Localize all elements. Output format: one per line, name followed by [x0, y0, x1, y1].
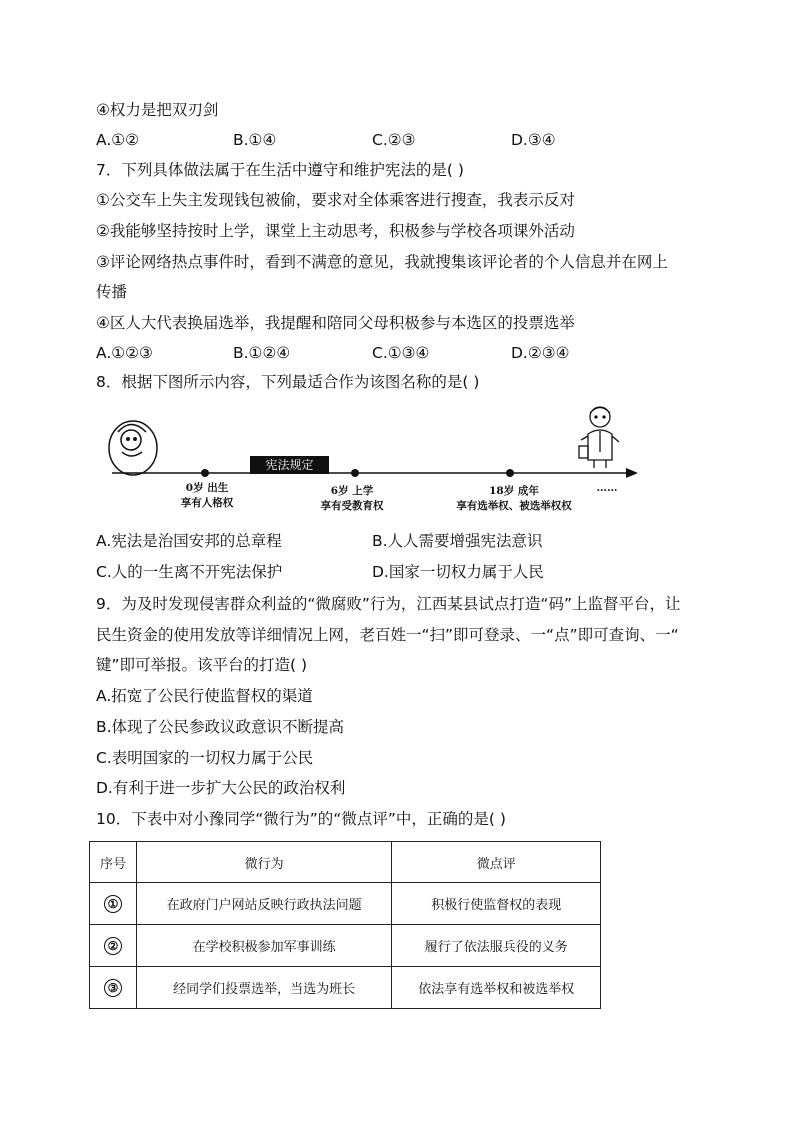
- q8-option-a: A.宪法是治国安邦的总章程: [96, 532, 282, 550]
- q7-option-b: B.①②④: [233, 344, 291, 362]
- question-10: 10．下表中对小豫同学“微行为”的“微点评”中，正确的是( ): [96, 810, 506, 828]
- question-9-line-3: 键”即可举报。该平台的打造( ): [96, 656, 308, 674]
- question-9-line-1: 9．为及时发现侵害群众利益的“微腐败”行为，江西某县试点打造“码”上监督平台，让: [96, 595, 681, 613]
- q7-statement-2: ②我能够坚持按时上学，课堂上主动思考，积极参与学校各项课外活动: [96, 222, 575, 240]
- row-action-3: 经同学们投票选举，当选为班长: [136, 967, 391, 1009]
- q7-option-c: C.①③④: [372, 344, 430, 362]
- row-action-1: 在政府门户网站反映行政执法问题: [136, 883, 391, 925]
- q9-option-b: B.体现了公民参政议政意识不断提高: [96, 718, 345, 736]
- row-comment-3: 依法享有选举权和被选举权: [392, 967, 601, 1009]
- q8-option-d: D.国家一切权力属于人民: [372, 563, 544, 581]
- timeline-dot-18: [506, 469, 514, 477]
- table-header-action: 微行为: [136, 842, 391, 883]
- q7-statement-1: ①公交车上失主发现钱包被偷，要求对全体乘客进行搜查，我表示反对: [96, 191, 575, 209]
- row-number-2: ②: [104, 937, 122, 955]
- timeline-dot-0: [201, 469, 209, 477]
- adult-icon: [579, 407, 619, 468]
- row-number-3: ③: [104, 979, 122, 997]
- q6-option-d: D.③④: [511, 131, 556, 149]
- q9-option-a: A.拓宽了公民行使监督权的渠道: [96, 687, 313, 705]
- timeline-right-6: 享有受教育权: [320, 500, 384, 512]
- table-header-row: [90, 842, 601, 883]
- timeline-right-18: 享有选举权、被选举权权: [456, 500, 572, 512]
- timeline-age-6: 6岁 上学: [330, 485, 374, 497]
- q6-option-b: B.①④: [233, 131, 277, 149]
- q8-option-b: B.人人需要增强宪法意识: [372, 532, 543, 550]
- behavior-table: [89, 841, 601, 1009]
- baby-icon: [109, 421, 157, 475]
- timeline-ellipsis: ……: [596, 482, 618, 494]
- q9-option-d: D.有利于进一步扩大公民的政治权利: [96, 779, 346, 797]
- q7-option-a: A.①②③: [96, 344, 153, 362]
- q8-option-c: C.人的一生离不开宪法保护: [96, 563, 283, 581]
- table-row: [90, 883, 601, 925]
- row-action-2: 在学校积极参加军事训练: [136, 925, 391, 967]
- timeline-right-0: 享有人格权: [180, 497, 234, 509]
- table-row: [90, 925, 601, 967]
- q6-option-c: C.②③: [372, 131, 416, 149]
- question-8: 8．根据下图所示内容，下列最适合作为该图名称的是( ): [96, 373, 480, 391]
- q7-statement-3b: 传播: [96, 283, 128, 301]
- question-9-line-2: 民生资金的使用发放等详细情况上网，老百姓一“扫”即可登录、一“点”即可查询、一“: [96, 626, 679, 644]
- q6-option-a: A.①②: [96, 131, 140, 149]
- q7-statement-3a: ③评论网络热点事件时，看到不满意的意见，我就搜集该评论者的个人信息并在网上: [96, 253, 668, 271]
- row-comment-2: 履行了依法服兵役的义务: [392, 925, 601, 967]
- timeline-dot-6: [351, 469, 359, 477]
- q7-option-d: D.②③④: [511, 344, 570, 362]
- timeline-age-18: 18岁 成年: [489, 485, 539, 497]
- constitution-banner: 宪法规定: [250, 456, 329, 474]
- table-row: [90, 967, 601, 1009]
- table-header-comment: 微点评: [392, 842, 601, 883]
- question-7: 7．下列具体做法属于在生活中遵守和维护宪法的是( ): [96, 161, 464, 179]
- timeline-age-0: 0岁 出生: [185, 482, 229, 494]
- row-comment-1: 积极行使监督权的表现: [392, 883, 601, 925]
- q9-option-c: C.表明国家的一切权力属于公民: [96, 749, 314, 767]
- q7-statement-4: ④区人大代表换届选举，我提醒和陪同父母积极参与本选区的投票选举: [96, 314, 575, 332]
- option-4-text: ④权力是把双刃剑: [96, 101, 219, 119]
- timeline-arrowhead: [626, 468, 638, 478]
- table-header-no: 序号: [90, 842, 137, 883]
- row-number-1: ①: [104, 895, 122, 913]
